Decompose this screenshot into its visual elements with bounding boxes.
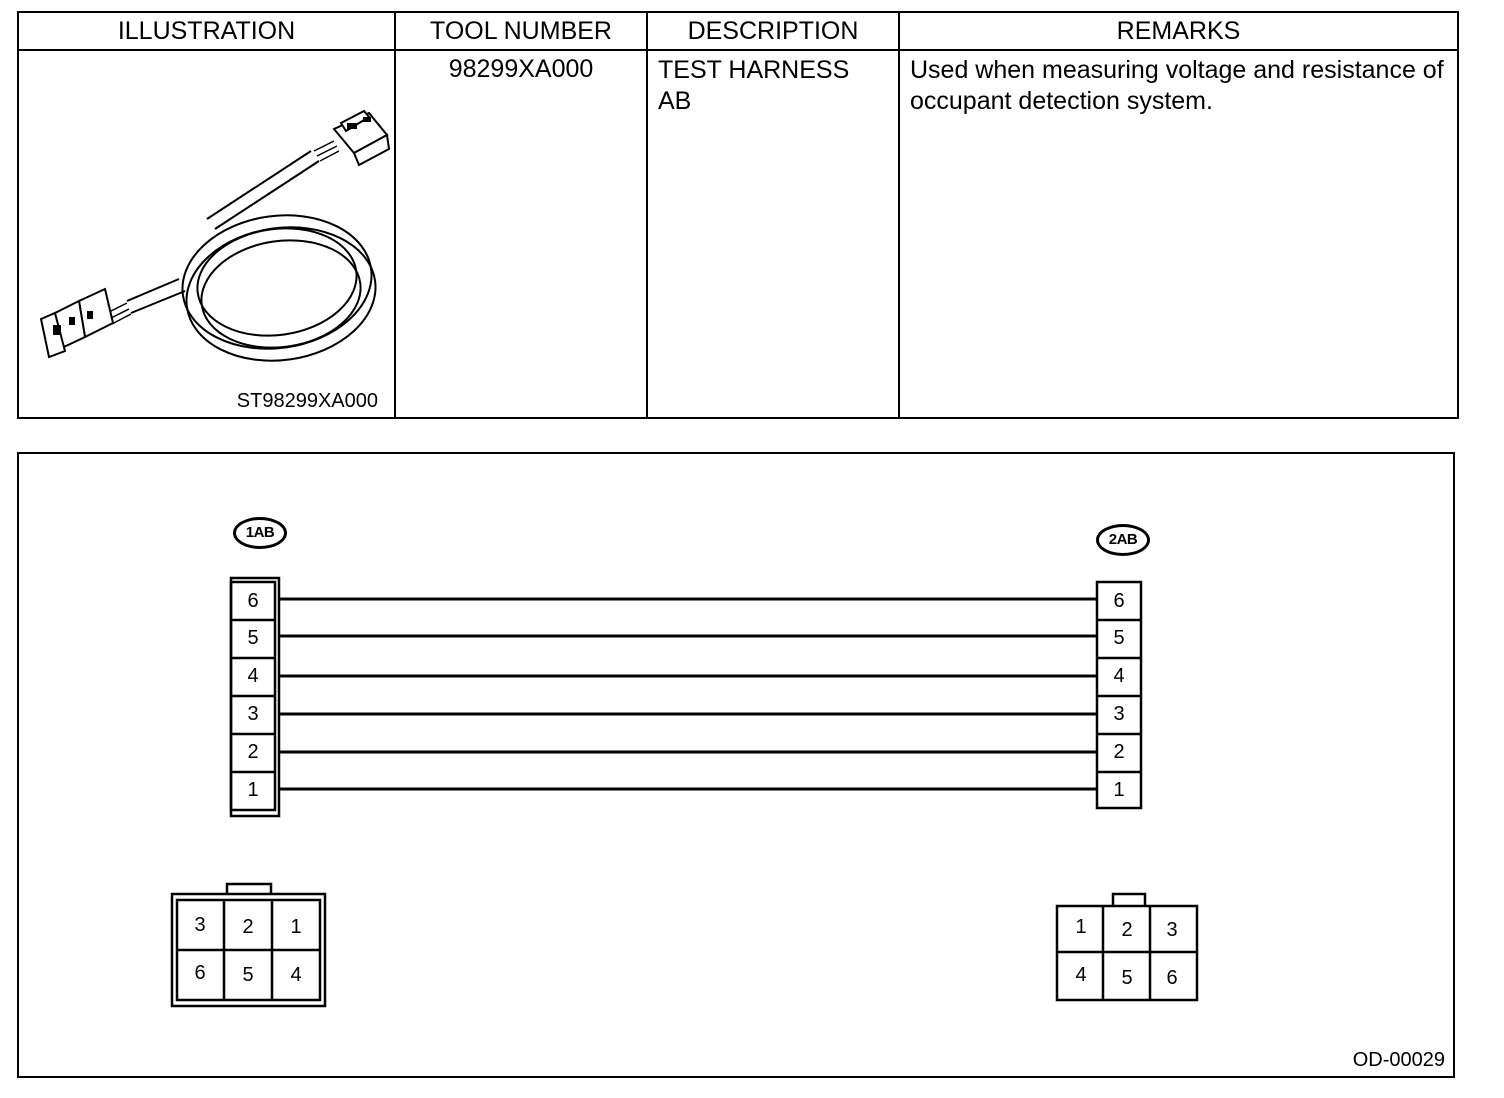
connector-2ab-badge: 2AB: [1096, 524, 1150, 556]
left-face-pin: 4: [290, 964, 302, 986]
right-pin-label: 1: [1113, 779, 1125, 801]
table-header-row: [18, 12, 1458, 50]
tool-number-cell: [395, 50, 647, 418]
tool-number: 98299XA000: [448, 55, 594, 83]
left-pin-label: 5: [247, 627, 259, 649]
right-pin-label: 6: [1113, 590, 1125, 612]
connector-1ab-badge: 1AB: [233, 517, 287, 549]
header-tool-number: TOOL NUMBER: [395, 12, 647, 50]
right-face-pin: 6: [1166, 967, 1178, 989]
right-face-pin: 1: [1075, 916, 1087, 938]
description-line-2: AB: [658, 87, 692, 115]
description-cell: [647, 50, 899, 418]
table-row: [18, 50, 1458, 418]
right-face-pin: 4: [1075, 964, 1087, 986]
left-pin-label: 2: [247, 741, 259, 763]
header-description: DESCRIPTION: [647, 12, 899, 50]
description-line-1: TEST HARNESS: [658, 56, 850, 84]
left-pin-label: 4: [247, 665, 259, 687]
right-face-pin: 2: [1121, 919, 1133, 941]
harness-illustration: [19, 51, 396, 417]
right-pin-label: 5: [1113, 627, 1125, 649]
right-pin-label: 2: [1113, 741, 1125, 763]
left-pin-label: 6: [247, 590, 259, 612]
right-face-pin: 5: [1121, 967, 1133, 989]
right-pin-label: 3: [1113, 703, 1125, 725]
left-face-pin: 1: [290, 916, 302, 938]
right-pin-label: 4: [1113, 665, 1125, 687]
left-face-pin: 3: [194, 914, 206, 936]
left-pin-label: 3: [247, 703, 259, 725]
wiring-diagram: [17, 452, 1455, 1078]
header-remarks: REMARKS: [899, 12, 1458, 50]
right-face-pin: 3: [1166, 919, 1178, 941]
header-illustration: ILLUSTRATION: [18, 12, 395, 50]
illustration-cell: [18, 50, 395, 418]
left-face-pin: 6: [194, 962, 206, 984]
remarks-text: Used when measuring voltage and resistance of occupant detection system.: [910, 56, 1444, 115]
left-pin-label: 1: [247, 779, 259, 801]
left-face-pin: 2: [242, 916, 254, 938]
remarks-cell: [899, 50, 1458, 418]
tool-table: [17, 11, 1459, 419]
illustration-code: ST98299XA000: [236, 390, 378, 412]
left-connector-face: [172, 884, 325, 1006]
drawing-code: OD-00029: [1352, 1049, 1445, 1071]
left-face-pin: 5: [242, 964, 254, 986]
